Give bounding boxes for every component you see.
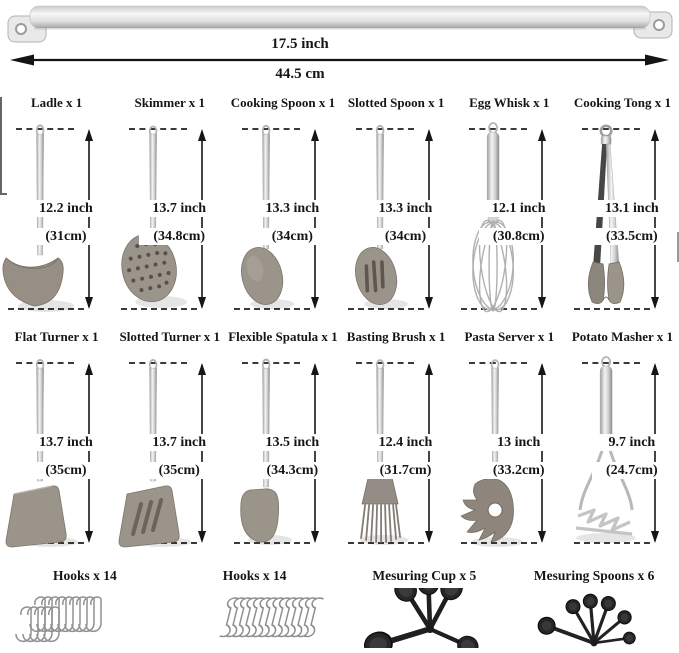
accessories-row xyxy=(0,564,679,653)
rail-bar xyxy=(30,6,650,28)
measure-cm: (31cm) xyxy=(26,228,106,245)
utensil-cell-ladle xyxy=(0,90,113,324)
graphic-area xyxy=(453,116,566,324)
measure-cm: (24.7cm) xyxy=(592,462,672,479)
measure-cm: (34cm) xyxy=(252,228,332,245)
graphic-area xyxy=(113,116,226,324)
utensil-cell-cooking-spoon xyxy=(226,90,339,324)
measure-inch: 13.5 inch xyxy=(252,434,332,451)
graphic-area xyxy=(226,350,339,558)
measure-cm: (34cm) xyxy=(366,228,446,245)
utensil-name: Slotted Spoon x 1 xyxy=(347,95,445,110)
measuring-spoons-graphic xyxy=(514,588,674,648)
utensil-name: Egg Whisk x 1 xyxy=(469,95,550,110)
measure-inch: 13.3 inch xyxy=(366,200,446,217)
utensil-name: Skimmer x 1 xyxy=(134,95,206,110)
utensil-cell-flat-turner xyxy=(0,324,113,558)
utensil-name: Cooking Tong x 1 xyxy=(573,95,672,110)
graphic-area xyxy=(0,350,113,558)
utensil-name: Basting Brush x 1 xyxy=(346,329,446,344)
utensil-cell-cooking-tong xyxy=(566,90,679,324)
utensil-name: Cooking Spoon x 1 xyxy=(230,95,336,110)
hanging-rail-section xyxy=(0,0,679,90)
accessory-name: Hooks x 14 xyxy=(222,568,287,583)
utensil-cell-skimmer xyxy=(113,90,226,324)
utensil-row-1 xyxy=(0,90,679,324)
accessory-cell-measuring-spoons xyxy=(509,564,679,653)
measure-arrow xyxy=(535,363,549,543)
rail-left-screw-hole xyxy=(16,24,26,34)
cooking-spoon-illustration xyxy=(226,116,339,324)
measure-arrow xyxy=(195,363,209,543)
measure-arrow xyxy=(82,363,96,543)
utensil-name: Slotted Turner x 1 xyxy=(119,329,221,344)
utensil-cell-slotted-turner xyxy=(113,324,226,558)
graphic-area xyxy=(566,350,679,558)
measure-cm: (33.2cm) xyxy=(479,462,559,479)
measure-cm: (35cm) xyxy=(26,462,106,479)
accessory-cell-measuring-cups xyxy=(340,564,510,653)
hooks-graphic-2 xyxy=(180,588,330,648)
rail-shadow xyxy=(34,27,646,30)
rail-inch-label: 17.5 inch xyxy=(271,36,329,52)
measure-inch: 13.1 inch xyxy=(592,200,672,217)
utensil-cell-slotted-spoon xyxy=(340,90,453,324)
graphic-area xyxy=(340,350,453,558)
accessory-name: Mesuring Cup x 5 xyxy=(372,568,477,583)
measure-cm: (30.8cm) xyxy=(479,228,559,245)
accessory-cell-hooks-1 xyxy=(0,564,170,653)
ladle-illustration xyxy=(0,116,113,324)
measure-arrow xyxy=(195,129,209,309)
measuring-cups-graphic xyxy=(344,588,504,648)
measure-arrow xyxy=(648,363,662,543)
measure-cm: (35cm) xyxy=(139,462,219,479)
accessory-name: Hooks x 14 xyxy=(52,568,117,583)
measure-inch: 13.7 inch xyxy=(139,434,219,451)
basting-brush-illustration xyxy=(340,350,453,558)
measure-inch: 13.7 inch xyxy=(139,200,219,217)
utensil-cell-basting-brush xyxy=(340,324,453,558)
utensil-cell-egg-whisk xyxy=(453,90,566,324)
slotted-turner-illustration xyxy=(113,350,226,558)
utensil-name: Ladle x 1 xyxy=(30,95,83,110)
skimmer-illustration xyxy=(113,116,226,324)
pasta-server-illustration xyxy=(453,350,566,558)
accessory-name: Mesuring Spoons x 6 xyxy=(533,568,655,583)
measure-inch: 9.7 inch xyxy=(592,434,672,451)
measure-arrow xyxy=(308,363,322,543)
utensil-cell-potato-masher xyxy=(566,324,679,558)
measure-arrow xyxy=(82,129,96,309)
cooking-tong-illustration xyxy=(566,116,679,324)
graphic-area xyxy=(0,116,113,324)
graphic-area xyxy=(566,116,679,324)
accessory-cell-hooks-2 xyxy=(170,564,340,653)
measure-arrow xyxy=(422,363,436,543)
measure-arrow xyxy=(422,129,436,309)
measure-arrow xyxy=(308,129,322,309)
utensil-name: Pasta Server x 1 xyxy=(464,329,555,344)
rail-right-screw-hole xyxy=(654,20,664,30)
measure-inch: 12.4 inch xyxy=(366,434,446,451)
measure-inch: 12.1 inch xyxy=(479,200,559,217)
measure-inch: 13.3 inch xyxy=(252,200,332,217)
hooks-graphic-1 xyxy=(10,588,160,648)
measure-inch: 12.2 inch xyxy=(26,200,106,217)
measure-arrow xyxy=(535,129,549,309)
potato-masher-illustration xyxy=(566,350,679,558)
measure-cm: (31.7cm) xyxy=(366,462,446,479)
rail-cm-label: 44.5 cm xyxy=(275,66,325,82)
measure-arrow xyxy=(648,129,662,309)
utensil-cell-pasta-server xyxy=(453,324,566,558)
utensil-name: Potato Masher x 1 xyxy=(571,329,674,344)
egg-whisk-illustration xyxy=(453,116,566,324)
utensil-cell-flexible-spatula xyxy=(226,324,339,558)
graphic-area xyxy=(340,116,453,324)
measure-inch: 13.7 inch xyxy=(26,434,106,451)
graphic-area xyxy=(453,350,566,558)
slotted-spoon-illustration xyxy=(340,116,453,324)
utensil-row-2 xyxy=(0,324,679,558)
utensil-name: Flexible Spatula x 1 xyxy=(228,329,338,344)
graphic-area xyxy=(113,350,226,558)
graphic-area xyxy=(226,116,339,324)
measure-cm: (33.5cm) xyxy=(592,228,672,245)
measure-cm: (34.3cm) xyxy=(252,462,332,479)
utensil-name: Flat Turner x 1 xyxy=(14,329,99,344)
measure-inch: 13 inch xyxy=(479,434,559,451)
flat-turner-illustration xyxy=(0,350,113,558)
flexible-spatula-illustration xyxy=(226,350,339,558)
measure-cm: (34.8cm) xyxy=(139,228,219,245)
